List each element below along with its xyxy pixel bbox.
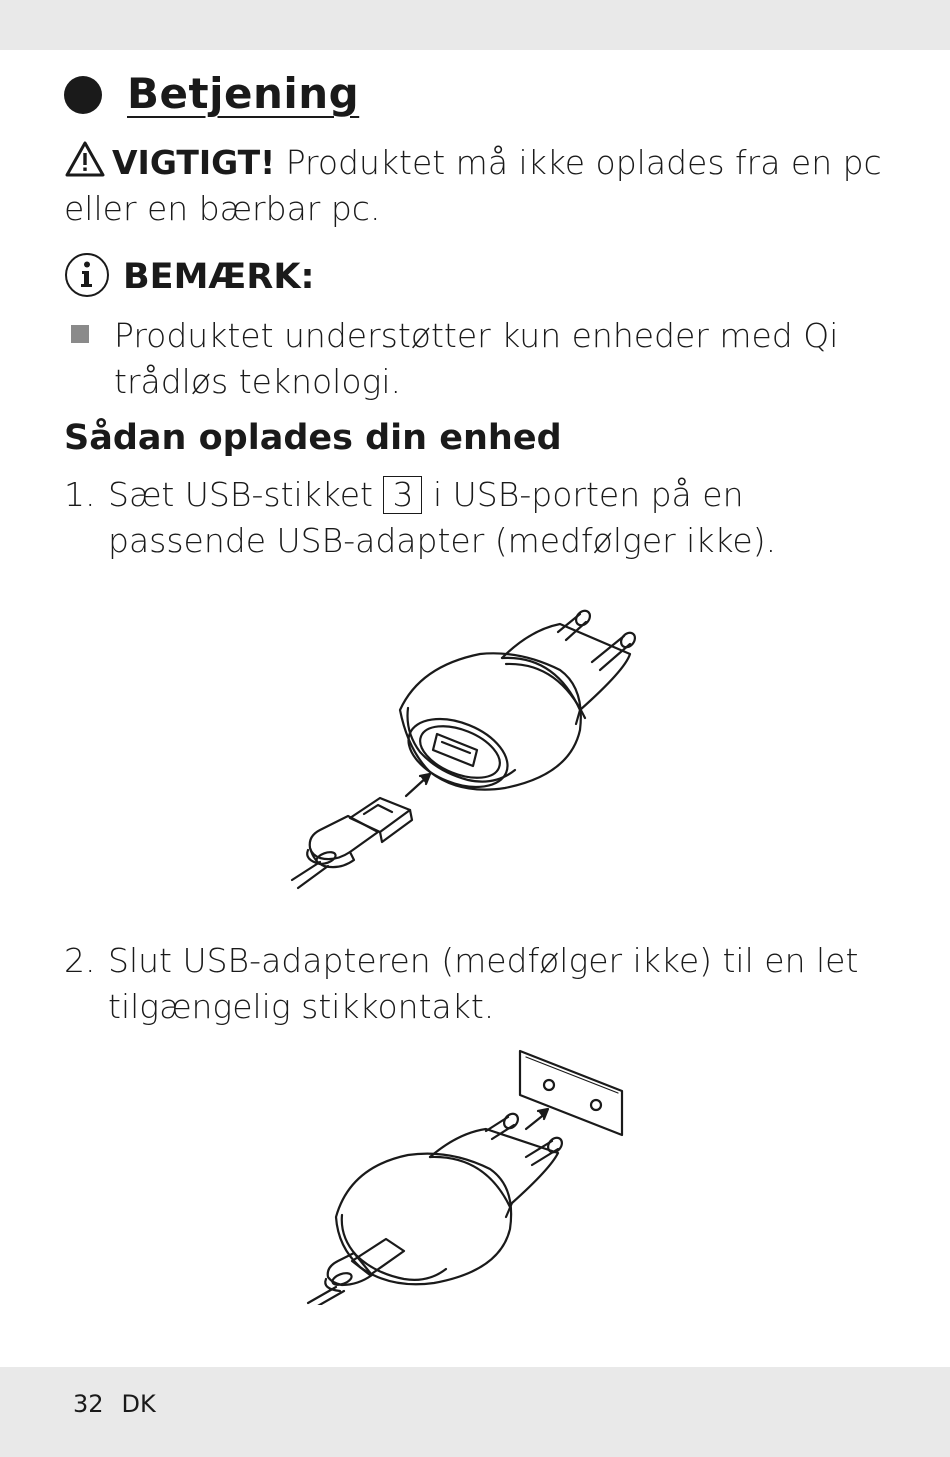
page-number: 32: [73, 1390, 104, 1418]
language-code: DK: [121, 1390, 156, 1418]
info-circle-icon: [64, 252, 110, 298]
warning-text-line1: Produktet må ikke oplades fra en pc: [285, 143, 882, 182]
adapter-into-socket-illustration: [300, 1045, 640, 1305]
step-2-number: 2.: [64, 941, 96, 980]
warning-text-line2: eller en bærbar pc.: [64, 189, 381, 228]
step-1-text-before: Sæt USB-stikket: [108, 475, 373, 514]
warning-paragraph: [64, 140, 904, 232]
step-2-text: [108, 938, 908, 1030]
note-title: BEMÆRK:: [123, 257, 315, 297]
section-title: Betjening: [127, 69, 360, 118]
warning-triangle-icon: [64, 140, 106, 178]
step-2-text-line2: tilgængelig stikkontakt.: [108, 987, 495, 1026]
step-1-text-after: i USB-porten på en: [432, 475, 744, 514]
part-reference-box: 3: [383, 476, 422, 514]
note-item-line1: Produktet understøtter kun enheder med Qi: [114, 316, 839, 355]
note-item-line2: trådløs teknologi.: [114, 362, 401, 401]
note-item: [114, 313, 874, 405]
page-footer: [73, 1388, 174, 1420]
top-band: [0, 0, 950, 50]
step-2-text-line1: Slut USB-adapteren (medfølger ikke) til en let: [108, 941, 859, 980]
subsection-title: Sådan oplades din enhed: [64, 418, 562, 458]
list-bullet: [71, 325, 89, 343]
step-1-text-line2: passende USB-adapter (medfølger ikke).: [108, 521, 777, 560]
usb-plug-into-adapter-illustration: [280, 600, 660, 900]
step-1-number: 1.: [64, 475, 96, 514]
warning-label: VIGTIGT!: [112, 143, 276, 182]
step-1-text: [108, 472, 908, 564]
section-bullet: [64, 76, 102, 114]
